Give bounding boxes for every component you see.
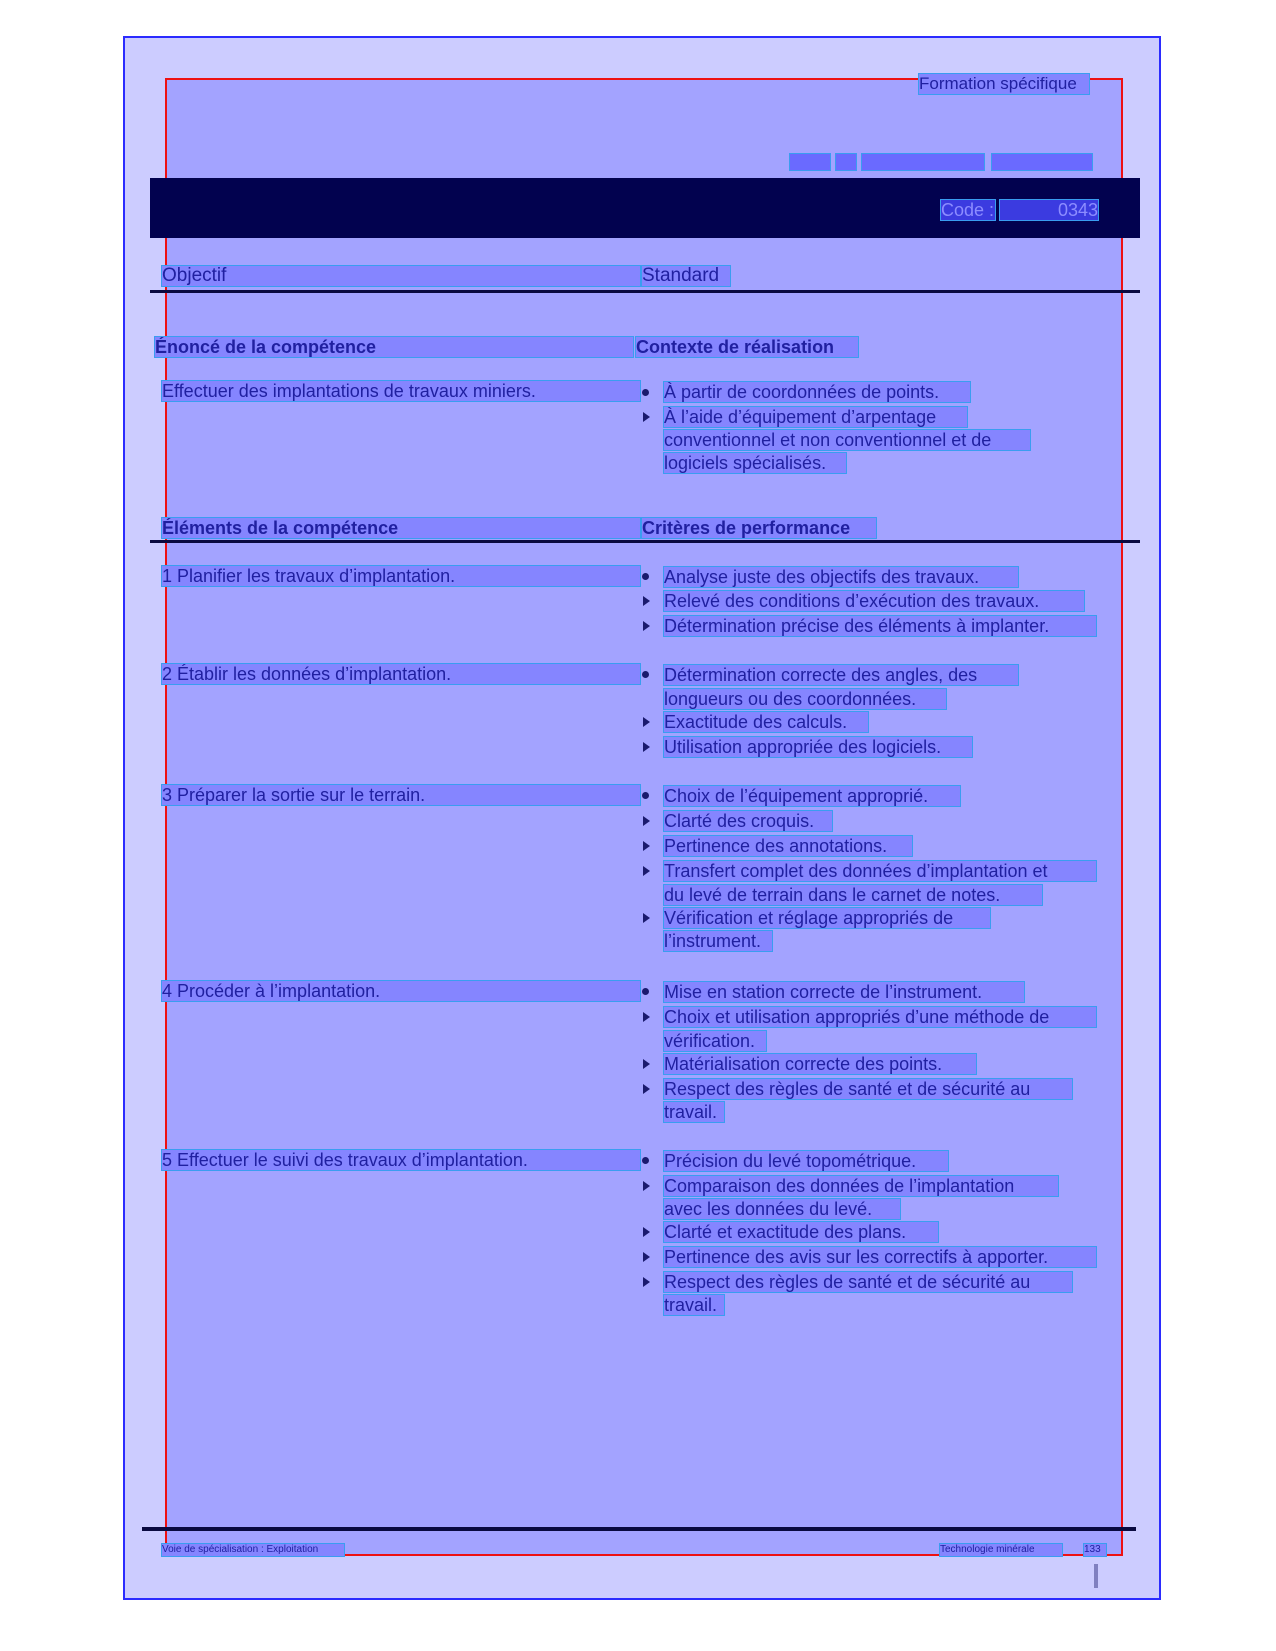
criterion-item: Transfert complet des données d’implantation et [664,861,1096,881]
criterion-item: Analyse juste des objectifs des travaux. [664,567,1018,587]
contexte-item: À l’aide d’équipement d’arpentage [664,407,967,427]
element-label: 3 Préparer la sortie sur le terrain. [162,785,640,805]
standard-title: Standard [642,266,730,286]
code-label: Code : [941,200,995,220]
footer-right: Technologie minérale [940,1544,1062,1556]
footer-left: Voie de spécialisation : Exploitation [162,1544,344,1556]
arrow-bullet-icon [643,596,650,606]
arrow-bullet-icon [643,1181,650,1191]
criterion-item: Choix et utilisation appropriés d’une méthode de [664,1007,1096,1027]
criterion-item: Comparaison des données de l’implantation [664,1176,1058,1196]
criterion-item: Choix de l’équipement approprié. [664,786,960,806]
criterion-item: du levé de terrain dans le carnet de notes. [664,885,1042,905]
bullet-icon [642,988,649,995]
bullet-icon [642,671,649,678]
element-label: 1 Planifier les travaux d’implantation. [162,566,640,586]
criterion-item: Vérification et réglage appropriés de [664,908,990,928]
arrow-bullet-icon [643,1059,650,1069]
footer-rule [142,1527,1136,1531]
header-rule [150,290,1140,293]
criterion-item: Respect des règles de santé et de sécurité au [664,1272,1072,1292]
bullet-icon [642,1157,649,1164]
criterion-item: Mise en station correcte de l’instrument. [664,982,1024,1002]
arrow-bullet-icon [643,717,650,727]
criterion-item: l’instrument. [664,931,772,951]
enonce-heading: Énoncé de la compétence [155,337,633,357]
code-value: 0343 [1000,200,1098,220]
bullet-icon [642,792,649,799]
criterion-item: travail. [664,1102,724,1122]
criterion-item: Utilisation appropriée des logiciels. [664,737,972,757]
criterion-item: Détermination précise des éléments à implanter. [664,616,1096,636]
arrow-bullet-icon [643,866,650,876]
criterion-item: Exactitude des calculs. [664,712,868,732]
element-label: 4 Procéder à l’implantation. [162,981,640,1001]
criterion-item: vérification. [664,1031,766,1051]
formation-label: Formation spécifique [919,74,1089,94]
page-marker [1094,1564,1098,1588]
arrow-bullet-icon [643,1227,650,1237]
criterion-item: Relevé des conditions d’exécution des travaux. [664,591,1084,611]
contexte-item: logiciels spécialisés. [664,453,846,473]
arrow-bullet-icon [643,621,650,631]
criterion-item: Respect des règles de santé et de sécurité au [664,1079,1072,1099]
criterion-item: Pertinence des annotations. [664,836,912,856]
arrow-bullet-icon [643,1084,650,1094]
contexte-heading: Contexte de réalisation [636,337,858,357]
element-label: 2 Établir les données d’implantation. [162,664,640,684]
objectif-title: Objectif [162,266,640,286]
criterion-item: Matérialisation correcte des points. [664,1054,976,1074]
contexte-item: conventionnel et non conventionnel et de [664,430,1030,450]
contexte-item: À partir de coordonnées de points. [664,382,970,402]
arrow-bullet-icon [643,1252,650,1262]
arrow-bullet-icon [643,1277,650,1287]
arrow-bullet-icon [643,841,650,851]
arrow-bullet-icon [643,742,650,752]
page-number: 133 [1084,1544,1106,1556]
criterion-item: Clarté des croquis. [664,811,832,831]
enonce-text: Effectuer des implantations de travaux miniers. [162,381,640,401]
elements-rule [150,540,1140,543]
arrow-bullet-icon [643,913,650,923]
arrow-bullet-icon [643,1012,650,1022]
criteres-heading: Critères de performance [642,518,876,538]
element-label: 5 Effectuer le suivi des travaux d’implantation. [162,1150,640,1170]
criterion-item: longueurs ou des coordonnées. [664,689,946,709]
criterion-item: travail. [664,1295,724,1315]
criterion-item: Détermination correcte des angles, des [664,665,1018,685]
criterion-item: avec les données du levé. [664,1199,900,1219]
bullet-icon [642,573,649,580]
bullet-icon [642,389,649,396]
criterion-item: Pertinence des avis sur les correctifs à apporter. [664,1247,1096,1267]
arrow-bullet-icon [643,412,650,422]
arrow-bullet-icon [643,816,650,826]
criterion-item: Clarté et exactitude des plans. [664,1222,938,1242]
criterion-item: Précision du levé topométrique. [664,1151,948,1171]
elements-heading: Éléments de la compétence [162,518,640,538]
